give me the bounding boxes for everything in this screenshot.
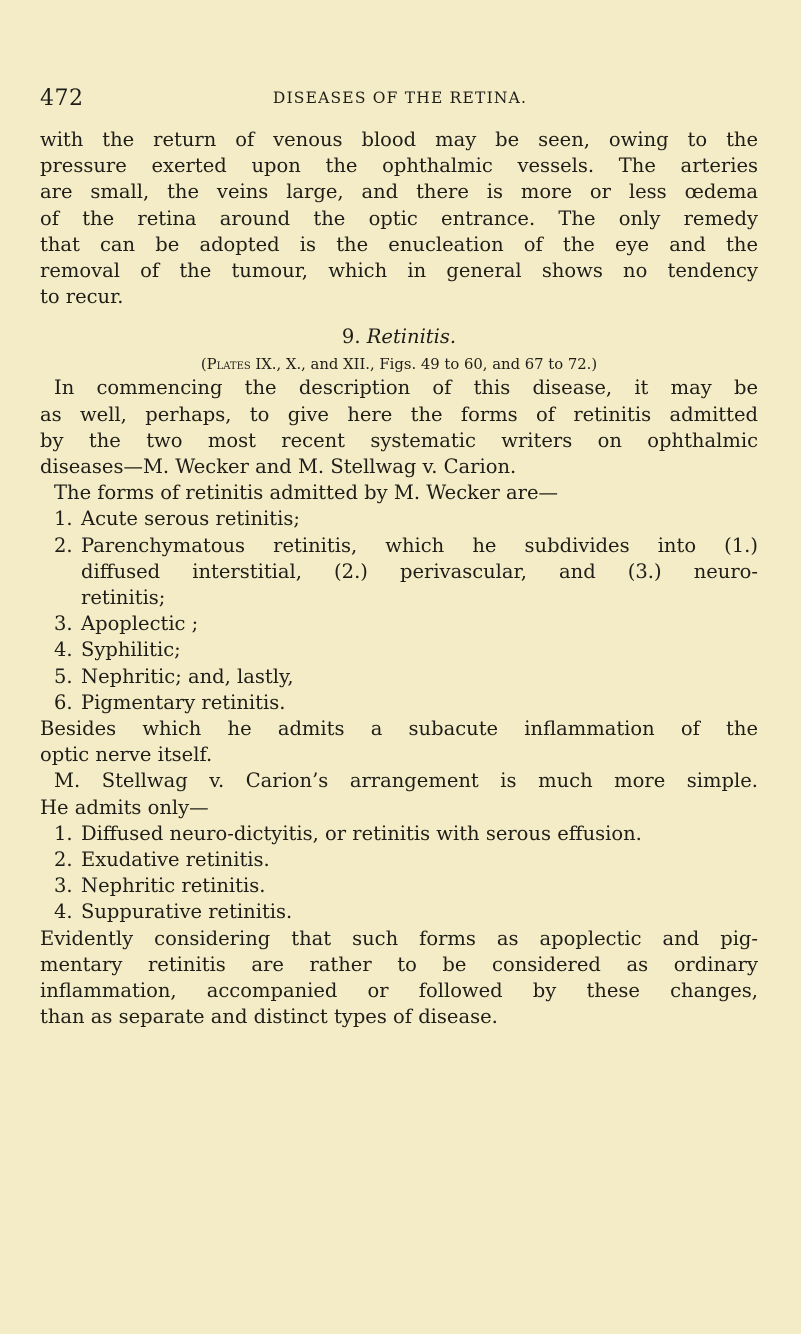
list-text: Pigmentary retinitis.	[81, 690, 286, 714]
running-head: DISEASES OF THE RETINA.	[272, 89, 528, 107]
list-number: 6.	[54, 690, 73, 714]
text-line: The forms of retinitis admitted by M. Wecker are—	[54, 481, 559, 505]
list-number: 5.	[54, 664, 73, 688]
list-text: Suppurative retinitis.	[81, 900, 293, 924]
plates-reference	[40, 354, 758, 375]
text-line: In commencing the description of this disease, it may be	[54, 376, 758, 400]
text-line: to recur.	[40, 285, 124, 309]
list-text: Exudative retinitis.	[81, 848, 270, 872]
list-text: Nephritic retinitis.	[81, 874, 266, 898]
section-number: 9.	[341, 325, 361, 349]
plates-details: IX., X., and XII., Figs. 49 to 60, and 67 to 72.)	[250, 356, 598, 374]
list-number: 4.	[54, 638, 73, 662]
list-number: 2.	[54, 848, 73, 872]
text-line: Besides which he admits a subacute inflammation of the	[40, 717, 758, 741]
section-title: Retinitis.	[366, 325, 457, 349]
page-body	[40, 127, 758, 1031]
list-number: 1.	[54, 821, 73, 845]
section-heading	[40, 324, 758, 350]
text-line: that can be adopted is the enucleation of the eye and the	[40, 232, 758, 256]
list-item	[40, 664, 758, 690]
paragraph-venous-blood	[40, 127, 758, 310]
plates-open-paren: (	[200, 356, 207, 374]
list-item-continuation: retinitis;	[81, 586, 166, 610]
list-item	[40, 847, 758, 873]
text-line: pressure exerted upon the ophthalmic vessels. The arteries	[40, 154, 758, 178]
list-item	[40, 690, 758, 716]
list-item-continuation: diffused interstitial, (2.) perivascular, and (3.) neuro-	[81, 559, 758, 583]
text-line: He admits only—	[40, 795, 209, 819]
paragraph-conclusion	[40, 926, 758, 1031]
list-text: Apoplectic ;	[81, 612, 199, 636]
plates-word: Plates	[206, 356, 251, 374]
text-line: as well, perhaps, to give here the forms of retinitis admitted	[40, 402, 758, 426]
list-number: 2.	[54, 533, 73, 557]
page-header	[40, 86, 760, 116]
list-text: Syphilitic;	[81, 638, 181, 662]
paragraph-intro	[40, 375, 758, 506]
text-line: of the retina around the optic entrance. The only remedy	[40, 206, 758, 230]
text-line: mentary retinitis are rather to be considered as ordinary	[40, 952, 758, 976]
list-number: 1.	[54, 507, 73, 531]
list-item	[40, 611, 758, 637]
text-line: with the return of venous blood may be seen, owing to the	[40, 128, 758, 151]
list-item	[40, 873, 758, 899]
list-number: 3.	[54, 874, 73, 898]
list-item	[40, 506, 758, 532]
list-item	[40, 899, 758, 925]
text-line: are small, the veins large, and there is more or less œdema	[40, 180, 758, 204]
text-line: diseases—M. Wecker and M. Stellwag v. Carion.	[40, 455, 517, 479]
text-line: removal of the tumour, which in general shows no tendency	[40, 259, 758, 283]
wecker-list	[40, 506, 758, 716]
list-text: Parenchymatous retinitis, which he subdivides into (1.)	[81, 533, 758, 557]
list-item	[40, 637, 758, 663]
text-line: M. Stellwag v. Carion’s arrangement is much more simple.	[54, 769, 758, 793]
paragraph-stellwag	[40, 768, 758, 820]
page-number: 472	[40, 86, 84, 111]
list-number: 4.	[54, 900, 73, 924]
list-item	[40, 533, 758, 559]
stellwag-list	[40, 821, 758, 926]
list-text: Diffused neuro-dictyitis, or retinitis with serous effusion.	[81, 821, 642, 845]
list-number: 3.	[54, 612, 73, 636]
list-item	[40, 821, 758, 847]
paragraph-besides	[40, 716, 758, 768]
text-line: inflammation, accompanied or followed by these changes,	[40, 979, 758, 1003]
list-text: Acute serous retinitis;	[81, 507, 300, 531]
list-text: Nephritic; and, lastly,	[81, 664, 294, 688]
text-line: than as separate and distinct types of disease.	[40, 1005, 498, 1029]
text-line: optic nerve itself.	[40, 743, 213, 767]
text-line: Evidently considering that such forms as apoplectic and pig-	[40, 926, 758, 950]
text-line: by the two most recent systematic writers on ophthalmic	[40, 428, 758, 452]
